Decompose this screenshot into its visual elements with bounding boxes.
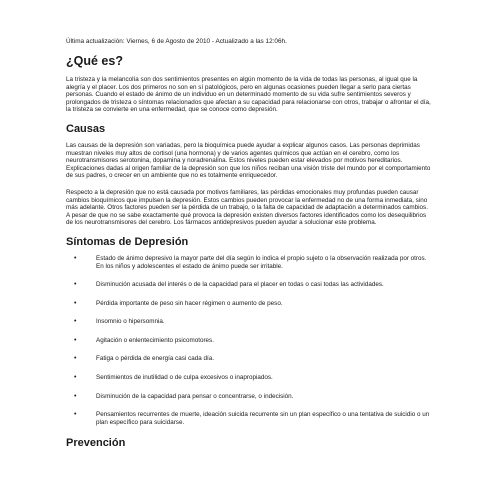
section-heading-what-is: ¿Qué es? <box>66 54 123 68</box>
list-item-text: Pérdida importante de peso sin hacer régimen o aumento de peso. <box>96 299 283 307</box>
list-item <box>66 281 432 289</box>
section-heading-prevention: Prevención <box>66 437 126 450</box>
list-item <box>66 374 432 382</box>
list-item-text: Insomnio o hipersomnia. <box>96 318 165 326</box>
bullet-icon: • <box>74 318 77 326</box>
intro-paragraph: La tristeza y la melancolía son dos sentimientos presentes en algún momento de la vida de todas las personas, al igual que la alegría y el placer. Los dos primeros no son en sí patológicos, pero en algunas ocasiones pueden llegar a serlo para ciertas personas. Cuando el estado de ánimo de un individuo en un determinado momento de su vida sufre sentimientos severos y prolongados de tristeza o síntomas relacionados que afectan a su capacidad para relacionarse con otros, trabajar o afrontar el día, la tristeza se convierte en una enfermedad, que se conoce como depresión. <box>66 76 431 114</box>
section-heading-causes: Causas <box>66 122 106 135</box>
list-item <box>66 355 432 363</box>
last-update-line: Última actualización: Viernes, 6 de Agosto de 2010 - Actualizado a las 12:06h. <box>66 38 287 45</box>
list-item-text: Sentimientos de inutilidad o de culpa excesivos o inapropiados. <box>96 374 273 382</box>
bullet-icon: • <box>74 374 77 382</box>
list-item <box>66 393 432 401</box>
list-item-text: Disminución acusada del interés o de la capacidad para el placer en todas o casi todas las actividades. <box>96 281 384 289</box>
list-item <box>66 300 432 308</box>
document-page <box>66 38 432 456</box>
list-item <box>66 337 432 345</box>
list-item-text: Agitación o enlentecimiento psicomotores. <box>96 336 214 344</box>
bullet-icon: • <box>74 392 77 400</box>
section-heading-symptoms: Síntomas de Depresión <box>66 235 189 248</box>
list-item <box>66 318 432 326</box>
bullet-icon: • <box>74 281 77 289</box>
bullet-icon: • <box>74 355 77 363</box>
list-item-text: Estado de ánimo depresivo la mayor parte del día según lo indica el propio sujeto o la observación realizada por otros. En los niños y adolescentes el estado de ánimo puede ser irritable. <box>96 254 427 270</box>
bullet-icon: • <box>74 411 77 419</box>
bullet-icon: • <box>74 336 77 344</box>
list-item <box>66 411 432 426</box>
symptoms-list <box>66 255 432 427</box>
bullet-icon: • <box>74 254 77 262</box>
causes-paragraph-2: Respecto a la depresión que no está causada por motivos familiares, las pérdidas emocionales muy profundas pueden causar cambios bioquímicos que impulsen la depresión. Estos cambios pueden provocar la enfermedad no de una forma inmediata, sino más adelante. Otros factores pueden ser la pérdida de un trabajo, o la falta de capacidad de adaptación a determinados cambios. A pesar de que no se sabe exactamente qué provoca la depresión existen diversos factores identificados como los desequilibrios de los neurotransmisores del cerebro. Los fármacos antidepresivos pueden ayudar a solucionar este problema. <box>66 188 428 227</box>
list-item-text: Pensamientos recurrentes de muerte, ideación suicida recurrente sin un plan específico o una tentativa de suicidio o un plan específico para suicidarse. <box>96 411 430 426</box>
list-item-text: Disminución de la capacidad para pensar o concentrarse, o indecisión. <box>96 392 294 400</box>
list-item <box>66 255 432 270</box>
list-item-text: Fatiga o pérdida de energía casi cada día. <box>96 355 214 363</box>
bullet-icon: • <box>74 299 77 307</box>
causes-paragraph-1: Las causas de la depresión son variadas, pero la bioquímica puede ayudar a explicar algunos casos. Las personas deprimidas muestran niveles muy altos de cortisol (una hormona) y de varios agentes químicos que actúan en el cerebro, como los neurotransmisores serotonina, dopamina y noradrenalina. Estos niveles pueden estar elevados por motivos hereditarios. Explicaciones dadas al origen familiar de la depresión son que los niños reciban una visión triste del mundo por el comportamiento de sus padres, o crecer en un ambiente que no es totalmente enriquecedor. <box>66 141 431 180</box>
